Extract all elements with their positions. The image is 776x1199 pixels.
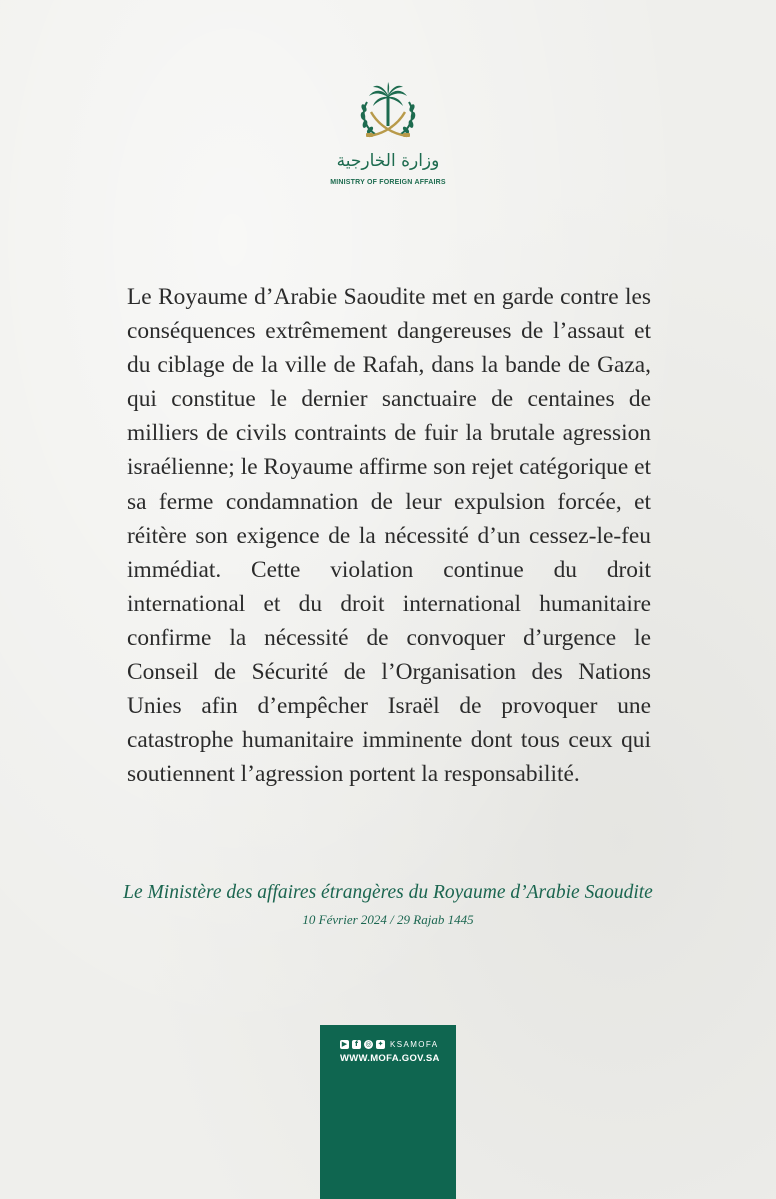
footer-panel bbox=[320, 1025, 456, 1199]
signature-line: Le Ministère des affaires étrangères du Royaume d’Arabie Saoudite bbox=[123, 882, 653, 903]
social-handle: KSAMOFA bbox=[390, 1039, 439, 1049]
ministry-name-arabic: وزارة الخارجية bbox=[336, 151, 440, 171]
ministry-name-english: MINISTRY OF FOREIGN AFFAIRS bbox=[330, 179, 446, 186]
website-link[interactable]: WWW.MOFA.GOV.SA bbox=[340, 1053, 440, 1064]
statement-body: Le Royaume d’Arabie Saoudite met en garde contre les conséquences extrêmement dangereuses de l’assaut et du ciblage de la ville de Rafah, dans la bande de Gaza, qui constitue le dernier sanctuaire de centaines de milliers de civils contraints de fuir la brutale agression israélienne; le Royaume affirme son rejet catégorique et sa ferme condamnation de leur expulsion forcée, et réitère son exigence de la nécessité d’un cessez-le-feu immédiat. Cette violation continue du droit international et du droit international humanitaire confirme la nécessité de convoquer d’urgence le Conseil de Sécurité de l’Organisation des Nations Unies afin d’empêcher Israël de provoquer une catastrophe humanitaire imminente dont tous ceux qui soutiennent l’agression portent la responsabilité. bbox=[127, 284, 651, 788]
youtube-icon[interactable]: ▶ bbox=[341, 1039, 348, 1048]
facebook-icon[interactable]: f bbox=[352, 1040, 361, 1049]
instagram-icon[interactable]: ◎ bbox=[365, 1039, 372, 1048]
statement-date: 10 Février 2024 / 29 Rajab 1445 bbox=[302, 912, 474, 927]
saudi-emblem-icon bbox=[353, 82, 423, 148]
social-links bbox=[340, 1039, 438, 1049]
twitter-icon[interactable]: ✦ bbox=[377, 1039, 384, 1048]
ministry-logo bbox=[328, 82, 448, 194]
